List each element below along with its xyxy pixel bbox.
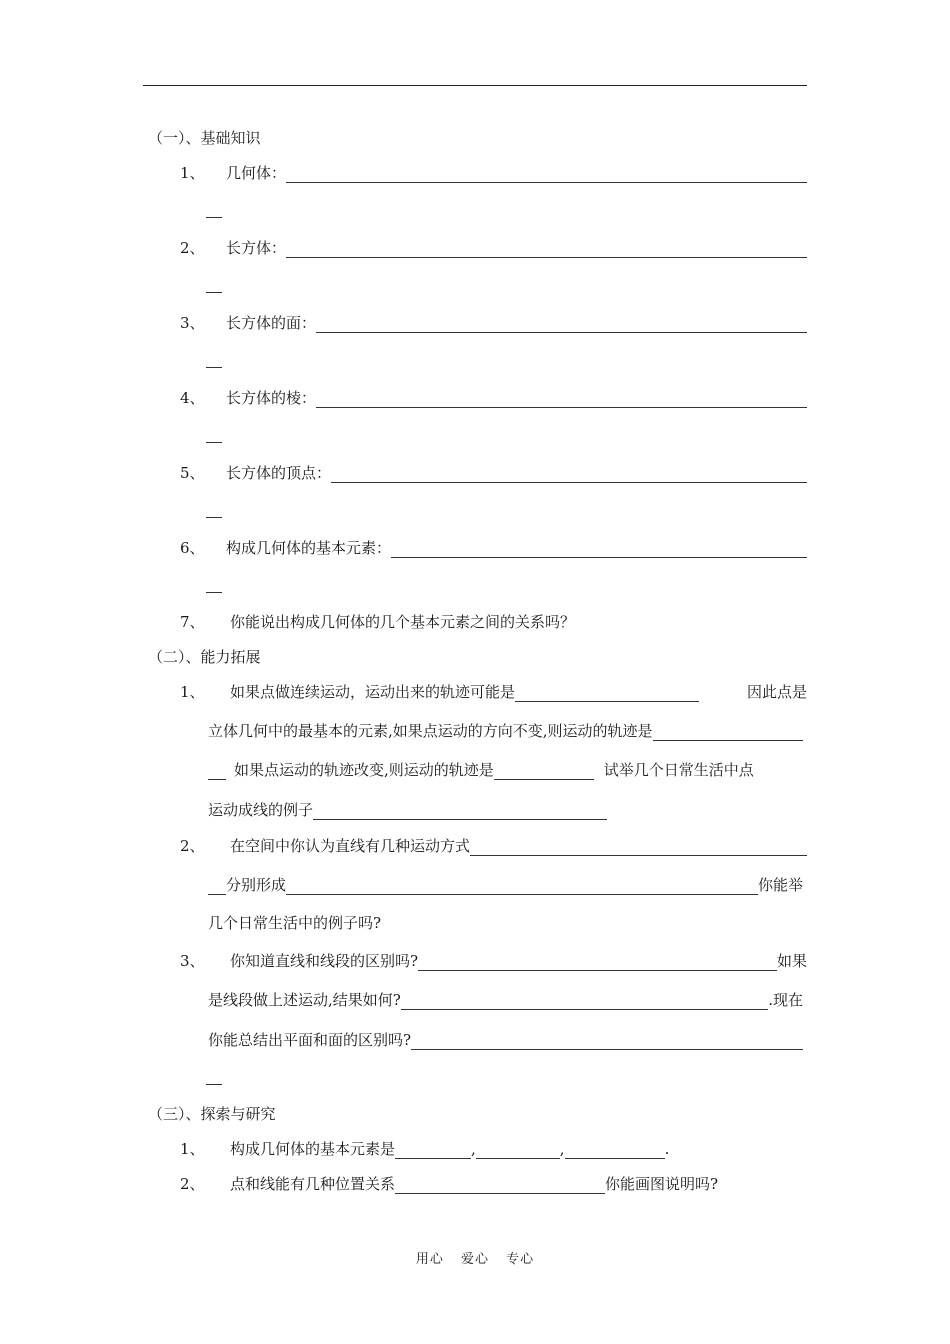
- question-text: 你能举: [757, 876, 803, 894]
- question-line: [208, 1030, 803, 1050]
- item-number: 2、: [180, 239, 205, 257]
- item-number: 5、: [180, 464, 205, 482]
- item-question-relationship: 你能说出构成几何体的几个基本元素之间的关系吗？: [230, 613, 576, 631]
- question-line: [230, 1174, 718, 1194]
- question-text: 你能总结出平面和面的区别吗?: [208, 1031, 412, 1049]
- section-heading-ability: （二）、能力拓展: [148, 648, 261, 666]
- answer-blank[interactable]: [411, 1035, 803, 1050]
- answer-blank[interactable]: [515, 687, 699, 702]
- answer-blank-continued[interactable]: [206, 278, 222, 298]
- item-number: 1、: [180, 164, 205, 182]
- item-number: 2、: [180, 1175, 205, 1193]
- answer-blank[interactable]: [470, 841, 807, 856]
- footer-text: 专心: [506, 1252, 535, 1267]
- question-text: 点和线能有几种位置关系: [230, 1175, 396, 1193]
- separator: ,: [559, 1140, 565, 1158]
- item-label: 几何体：: [226, 164, 287, 182]
- answer-blank[interactable]: [316, 393, 807, 408]
- question-text: 你知道直线和线段的区别吗?: [230, 952, 419, 970]
- question-line: [230, 682, 807, 702]
- answer-blank[interactable]: [401, 995, 768, 1010]
- footer-text: 爱心: [460, 1252, 489, 1267]
- question-text: 立体几何中的最基本的元素,如果点运动的方向不变,则运动的轨迹是: [208, 722, 653, 740]
- item-label-cuboid-vertices: [226, 463, 807, 483]
- answer-blank[interactable]: [316, 318, 807, 333]
- answer-blank[interactable]: [395, 1179, 605, 1194]
- question-line: [208, 875, 803, 895]
- answer-blank[interactable]: [653, 726, 803, 741]
- item-label: 长方体：: [226, 239, 287, 257]
- item-number: 7、: [180, 613, 205, 631]
- answer-blank-continued[interactable]: [206, 203, 222, 223]
- question-line: 几个日常生活中的例子吗?: [208, 914, 382, 932]
- answer-blank[interactable]: [286, 168, 807, 183]
- question-text: 是线段做上述运动,结果如何?: [208, 991, 401, 1009]
- question-text: .现在: [768, 991, 803, 1009]
- section-heading-basics: （一）、基础知识: [148, 129, 261, 147]
- item-label-cuboid: [226, 238, 807, 258]
- answer-blank-continued[interactable]: [206, 428, 222, 448]
- question-line: [230, 951, 807, 971]
- answer-blank-continued[interactable]: [206, 353, 222, 373]
- answer-blank[interactable]: [286, 880, 758, 895]
- answer-blank[interactable]: [565, 1144, 665, 1159]
- answer-blank-continued[interactable]: [206, 578, 222, 598]
- answer-blank-continued[interactable]: [206, 503, 222, 523]
- item-number: 2、: [180, 837, 205, 855]
- item-number: 1、: [180, 1140, 205, 1158]
- page-footer: [0, 1248, 950, 1267]
- answer-blank[interactable]: [494, 765, 594, 780]
- question-text: 构成几何体的基本元素是: [230, 1140, 396, 1158]
- item-number: 1、: [180, 683, 205, 701]
- answer-blank[interactable]: [395, 1144, 471, 1159]
- answer-blank[interactable]: [418, 956, 777, 971]
- item-number: 4、: [180, 389, 205, 407]
- question-line: [230, 836, 807, 856]
- footer-text: 用心: [415, 1252, 444, 1267]
- item-label-geometric-solid: [226, 163, 807, 183]
- answer-blank-continued[interactable]: [206, 1070, 222, 1090]
- answer-blank[interactable]: [331, 468, 807, 483]
- section-heading-explore: （三）、探索与研究: [148, 1105, 276, 1123]
- header-rule: [143, 85, 807, 86]
- question-text: 你能画图说明吗?: [605, 1175, 719, 1193]
- item-label: 构成几何体的基本元素：: [226, 539, 392, 557]
- question-line: [208, 990, 803, 1010]
- question-line: [208, 800, 607, 820]
- item-label-cuboid-edges: [226, 388, 807, 408]
- question-line: [208, 760, 803, 780]
- item-label: 长方体的棱：: [226, 389, 317, 407]
- item-number: 3、: [180, 314, 205, 332]
- question-text: 在空间中你认为直线有几种运动方式: [230, 837, 471, 855]
- item-number: 3、: [180, 952, 205, 970]
- question-text: 因此点是: [746, 683, 807, 701]
- answer-blank[interactable]: [476, 1144, 560, 1159]
- answer-blank[interactable]: [391, 543, 807, 558]
- question-text: 如果: [776, 952, 807, 970]
- answer-blank[interactable]: [286, 243, 807, 258]
- answer-blank[interactable]: [208, 765, 226, 780]
- question-line: [230, 1139, 669, 1159]
- separator: ,: [471, 1140, 476, 1158]
- item-label: 长方体的面：: [226, 314, 317, 332]
- answer-blank[interactable]: [313, 805, 607, 820]
- item-label: 长方体的顶点：: [226, 464, 332, 482]
- item-label-cuboid-faces: [226, 313, 807, 333]
- question-text: 如果点做连续运动，运动出来的轨迹可能是: [230, 683, 516, 701]
- question-text: 如果点运动的轨迹改变,则运动的轨迹是: [234, 761, 494, 779]
- question-text: 试举几个日常生活中点: [603, 761, 754, 779]
- question-text: 运动成线的例子: [208, 801, 314, 819]
- question-text: 分别形成: [226, 876, 287, 894]
- separator: .: [664, 1140, 670, 1158]
- question-line: [208, 721, 803, 741]
- answer-blank[interactable]: [208, 880, 226, 895]
- item-number: 6、: [180, 539, 205, 557]
- item-label-basic-elements: [226, 538, 807, 558]
